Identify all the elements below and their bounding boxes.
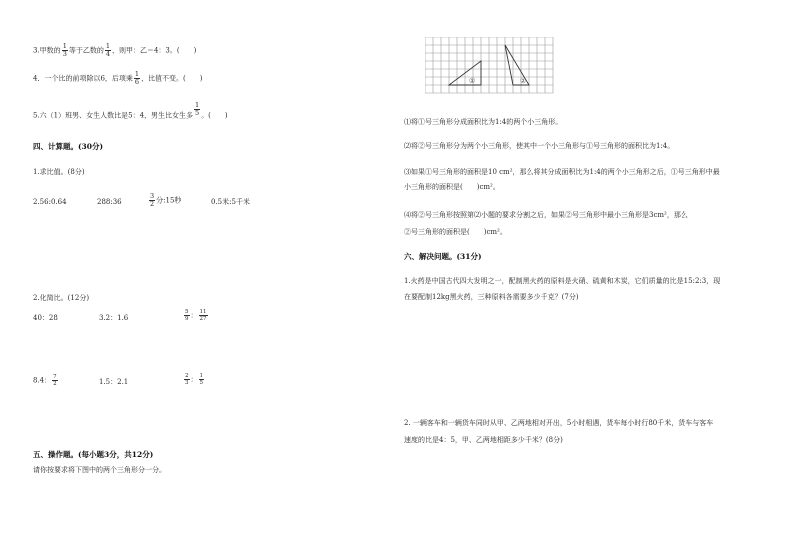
q3-fraction-2: $\frac{1}{4}$ <box>105 42 110 58</box>
grid-svg <box>425 37 555 95</box>
ratio-item-2: 288:36 <box>97 198 122 206</box>
operation-3-line-2: 小三角形的面积是( )cm²。 <box>404 183 500 191</box>
simplify-item-5: 1.5：2.1 <box>99 378 129 386</box>
q5-text-pre: 5.六（1）班男、女生人数比是5：4，男生比女生多 <box>33 111 194 120</box>
section-6-title: 六、解决问题。(31分) <box>404 252 482 261</box>
q4-fraction: $\frac{1}{6}$ <box>134 70 140 86</box>
triangle-grid-figure <box>425 37 555 99</box>
ratio-item-3: $\frac{3}{2}$ 分:15秒 <box>150 192 182 208</box>
triangle-2-label: ② <box>520 77 527 85</box>
subquestion-2-title: 2.化简比。(12分) <box>33 294 90 302</box>
q3-text-mid: 等于乙数的 <box>68 46 104 55</box>
q5-fraction: $\frac{1}{5}$ <box>195 101 200 117</box>
operation-2: ⑵将②号三角形分为两个小三角形，使其中一个小三角形与①号三角形的面积比为1:4。 <box>404 142 675 150</box>
grid-lines <box>425 37 553 93</box>
operation-4-line-1: ⑷将②号三角形按照第⑵小题的要求分割之后，如果②号三角形中最小三角形是3cm²，那么 <box>404 211 688 219</box>
problem-1-line-1: 1.火药是中国古代四大发明之一，配制黑火药的原料是火硝、硫黄和木炭，它们质量的比是15:2:3，现 <box>404 277 721 285</box>
q3-text-pre: 3.甲数的 <box>33 46 61 55</box>
question-3 <box>33 43 196 58</box>
section-5-description: 请你按要求将下图中的两个三角形分一分。 <box>33 466 166 474</box>
q3-text-post: ，则甲：乙＝4：3。( ) <box>111 46 197 55</box>
operation-4-line-2: ②号三角形的面积是( )cm²。 <box>404 228 507 236</box>
simplify-item-2: 3.2：1.6 <box>99 314 129 322</box>
simplify-item-6: $\frac{2}{3}$ ： $\frac{1}{5}$ <box>185 373 203 386</box>
ratio-item-3-fraction: $\frac{3}{2}$ <box>150 192 155 208</box>
question-5 <box>33 101 228 123</box>
problem-1-line-2: 在要配制12kg黑火药，三种原料各需要多少千克？(7分) <box>404 293 579 301</box>
question-4 <box>33 71 203 86</box>
operation-1: ⑴将①号三角形分成面积比为1:4的两个小三角形。 <box>404 118 563 126</box>
operation-3-line-1: ⑶如果①号三角形的面积是10 cm²，那么将其分成面积比为1:4的两个小三角形之后，①号三角形中最 <box>404 168 720 176</box>
q3-fraction-1: $\frac{1}{3}$ <box>62 42 67 58</box>
q4-text-post: ，比值不变。( ) <box>141 74 203 83</box>
simplify-item-3: $\frac{5}{9}$ ： $\frac{11}{27}$ <box>185 309 207 322</box>
ratio-item-4: 0.5米:5千米 <box>211 198 250 206</box>
q5-text-post: 。( ) <box>201 111 228 120</box>
section-5-title: 五、操作题。(每小题3分，共12分) <box>33 450 154 459</box>
simplify-item-4: 8.4： $\frac{7}{2}$ <box>33 374 57 387</box>
subquestion-1-title: 1.求比值。(8分) <box>33 168 85 176</box>
problem-2-line-1: 2. 一辆客车和一辆货车同时从甲、乙两地相对开出，5小时相遇，货车每小时行80千米，货车与客车 <box>404 419 714 427</box>
simplify-item-1: 40：28 <box>33 314 58 322</box>
q4-text-pre: 4．一个比的前项除以6，后项乘 <box>33 74 133 83</box>
problem-2-line-2: 速度的比是4：5，甲、乙两地相距多少千米？(8分) <box>404 436 563 444</box>
ratio-item-1: 2.56:0.64 <box>33 198 67 206</box>
section-4-title: 四、计算题。(30分) <box>33 142 104 151</box>
triangle-1-label: ① <box>469 77 476 85</box>
